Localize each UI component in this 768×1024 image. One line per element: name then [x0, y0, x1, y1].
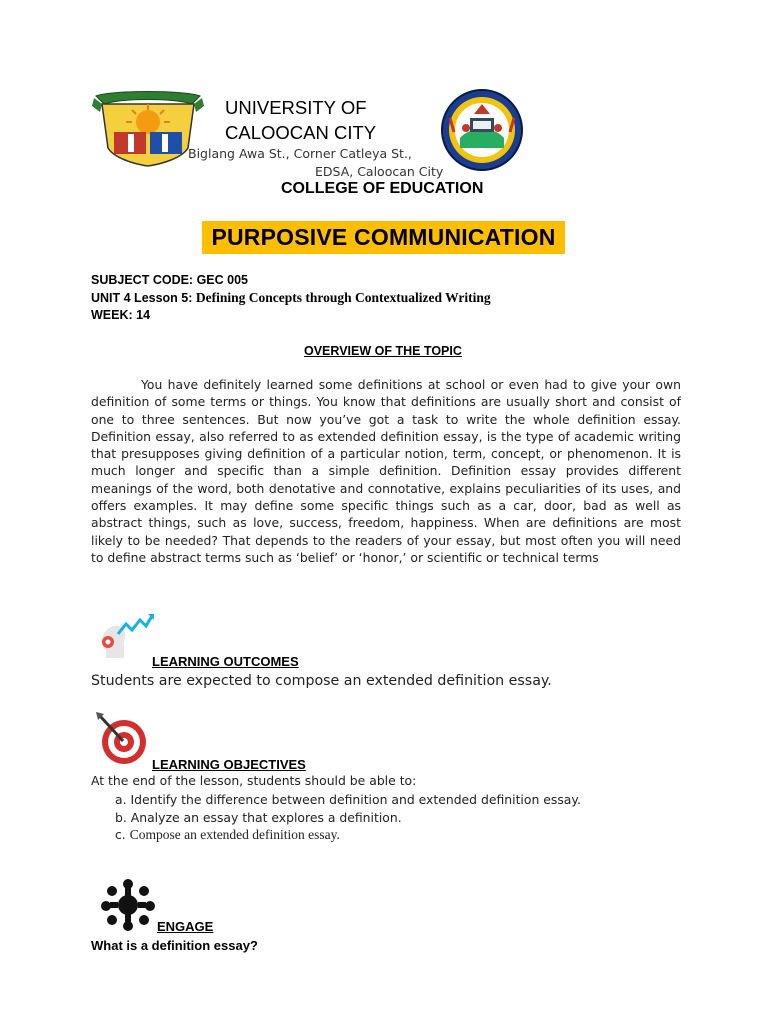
overview-heading: OVERVIEW OF THE TOPIC	[304, 344, 462, 358]
university-line-1: UNIVERSITY OF	[225, 97, 367, 118]
unit-prefix: UNIT 4 Lesson 5:	[91, 291, 196, 305]
college-seal-icon	[440, 88, 524, 172]
learning-outcomes-heading: LEARNING OUTCOMES	[152, 654, 299, 669]
engage-heading: ENGAGE	[157, 919, 214, 934]
university-line-2: CALOOCAN CITY	[225, 122, 377, 143]
growth-gear-icon	[96, 612, 156, 662]
objective-c-text: Compose an extended definition essay.	[129, 827, 340, 842]
course-title: PURPOSIVE COMMUNICATION	[211, 224, 556, 250]
overview-body: You have definitely learned some definitions at school or even had to give your own definition of some terms or things. You know that definitions are usually short and consist of one to three sentences. But now you’ve got a task to write the whole definition essay. Definition essay, also referred to as extended definition essay, is the type of academic writing that presupposes giving definition of a particular notion, term, concept, or phenomenon. It is much longer and specific than a simple definition. Definition essay provides different meanings of the word, both denotative and connotative, explains peculiarities of its uses, and offers examples. It may define some specific things such as a car, door, bad as well as abstract things, such as love, success, freedom, happiness. When are definitions are most likely to be needed? That depends to the readers of your essay, but most often you will need to define abstract terms such as ‘belief’ or ‘honor,’ or scientific or technical terms	[91, 377, 681, 565]
objectives-intro: At the end of the lesson, students should be able to:	[91, 773, 417, 788]
learning-objectives-heading: LEARNING OBJECTIVES	[152, 757, 306, 772]
address-line-1: Biglang Awa St., Corner Catleya St.,	[188, 146, 412, 161]
university-name	[225, 95, 376, 145]
subject-code: SUBJECT CODE: GEC 005	[91, 273, 248, 287]
unit-lesson	[91, 290, 491, 306]
objective-item: b. Analyze an essay that explores a definition.	[115, 810, 402, 825]
unit-title: Defining Concepts through Contextualized Writing	[195, 290, 491, 305]
engage-question: What is a definition essay?	[91, 938, 258, 953]
objective-item	[115, 827, 340, 843]
learning-outcomes-text: Students are expected to compose an extended definition essay.	[91, 673, 552, 689]
objective-c-prefix: c.	[115, 827, 130, 842]
objective-item: a. Identify the difference between definition and extended definition essay.	[115, 792, 581, 807]
address-line-2: EDSA, Caloocan City	[315, 164, 444, 179]
college-name: COLLEGE OF EDUCATION	[281, 180, 484, 197]
week: WEEK: 14	[91, 308, 151, 322]
target-dart-icon	[94, 710, 152, 766]
course-title-banner	[202, 221, 565, 254]
people-circle-icon	[100, 878, 156, 932]
